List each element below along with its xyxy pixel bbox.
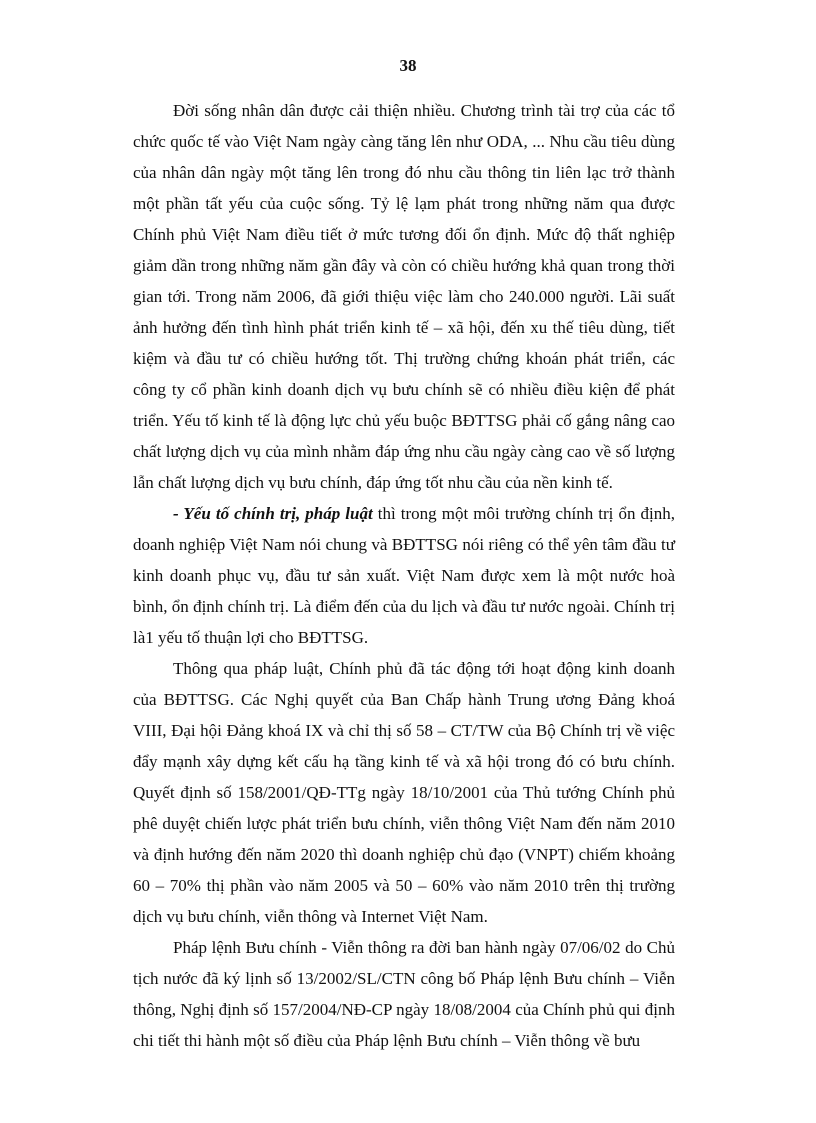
paragraph-postal-ordinance	[133, 932, 675, 1056]
paragraph-text: Thông qua pháp luật, Chính phủ đã tác động tới hoạt động kinh doanh của BĐTTSG. Các Nghị quyết của Ban Chấp hành Trung ương Đảng khoá VIII, Đại hội Đảng khoá IX và chỉ thị số 58 – CT/TW của Bộ Chính trị về việc đẩy mạnh xây dựng kết cấu hạ tầng kinh tế và xã hội trong đó có bưu chính. Quyết định số 158/2001/QĐ-TTg ngày 18/10/2001 của Thủ tướng Chính phủ phê duyệt chiến lược phát triển bưu chính, viễn thông Việt Nam đến năm 2010 và định hướng đến năm 2020 thì doanh nghiệp chủ đạo (VNPT) chiếm khoảng 60 – 70% thị phần vào năm 2005 và 50 – 60% vào năm 2010 trên thị trường dịch vụ bưu chính, viễn thông và Internet Việt Nam.	[133, 659, 675, 926]
paragraph-economy	[133, 95, 675, 498]
paragraph-text: Pháp lệnh Bưu chính - Viễn thông ra đời ban hành ngày 07/06/02 do Chủ tịch nước đã ký lịnh số 13/2002/SL/CTN công bố Pháp lệnh Bưu chính – Viễn thông, Nghị định số 157/2004/NĐ-CP ngày 18/08/2004 của Chính phủ qui định chi tiết thi hành một số điều của Pháp lệnh Bưu chính – Viễn thông về bưu	[133, 938, 675, 1050]
paragraph-text: Đời sống nhân dân được cải thiện nhiều. Chương trình tài trợ của các tổ chức quốc tế vào Việt Nam ngày càng tăng lên như ODA, ... Nhu cầu tiêu dùng của nhân dân ngày một tăng lên trong đó nhu cầu thông tin liên lạc trở thành một phần tất yếu của cuộc sống. Tỷ lệ lạm phát trong những năm qua được Chính phủ Việt Nam điều tiết ở mức tương đối ổn định. Mức độ thất nghiệp giảm dần trong những năm gần đây và còn có chiều hướng khả quan trong thời gian tới. Trong năm 2006, đã giới thiệu việc làm cho 240.000 người. Lãi suất ảnh hưởng đến tình hình phát triển kinh tế – xã hội, đến xu thế tiêu dùng, tiết kiệm và đầu tư có chiều hướng tốt. Thị trường chứng khoán phát triển, các công ty cổ phần kinh doanh dịch vụ bưu chính sẽ có nhiều điều kiện để phát triển. Yếu tố kinh tế là động lực chủ yếu buộc BĐTTSG phải cố gắng nâng cao chất lượng dịch vụ của mình nhằm đáp ứng nhu cầu ngày càng cao về số lượng lẫn chất lượng dịch vụ bưu chính, đáp ứng tốt nhu cầu của nền kinh tế.	[133, 101, 675, 492]
paragraph-lead-heading: - Yếu tố chính trị, pháp luật	[173, 504, 373, 523]
paragraph-government-regulation	[133, 653, 675, 932]
document-body	[133, 95, 675, 1056]
paragraph-politics-law	[133, 498, 675, 653]
paragraph-text: thì trong một môi trường chính trị ổn định, doanh nghiệp Việt Nam nói chung và BĐTTSG nói riêng có thể yên tâm đầu tư kinh doanh phục vụ, đầu tư sản xuất. Việt Nam được xem là một nước hoà bình, ổn định chính trị. Là điểm đến của du lịch và đầu tư nước ngoài. Chính trị là1 yếu tố thuận lợi cho BĐTTSG.	[133, 504, 675, 647]
page-number: 38	[399, 56, 417, 75]
